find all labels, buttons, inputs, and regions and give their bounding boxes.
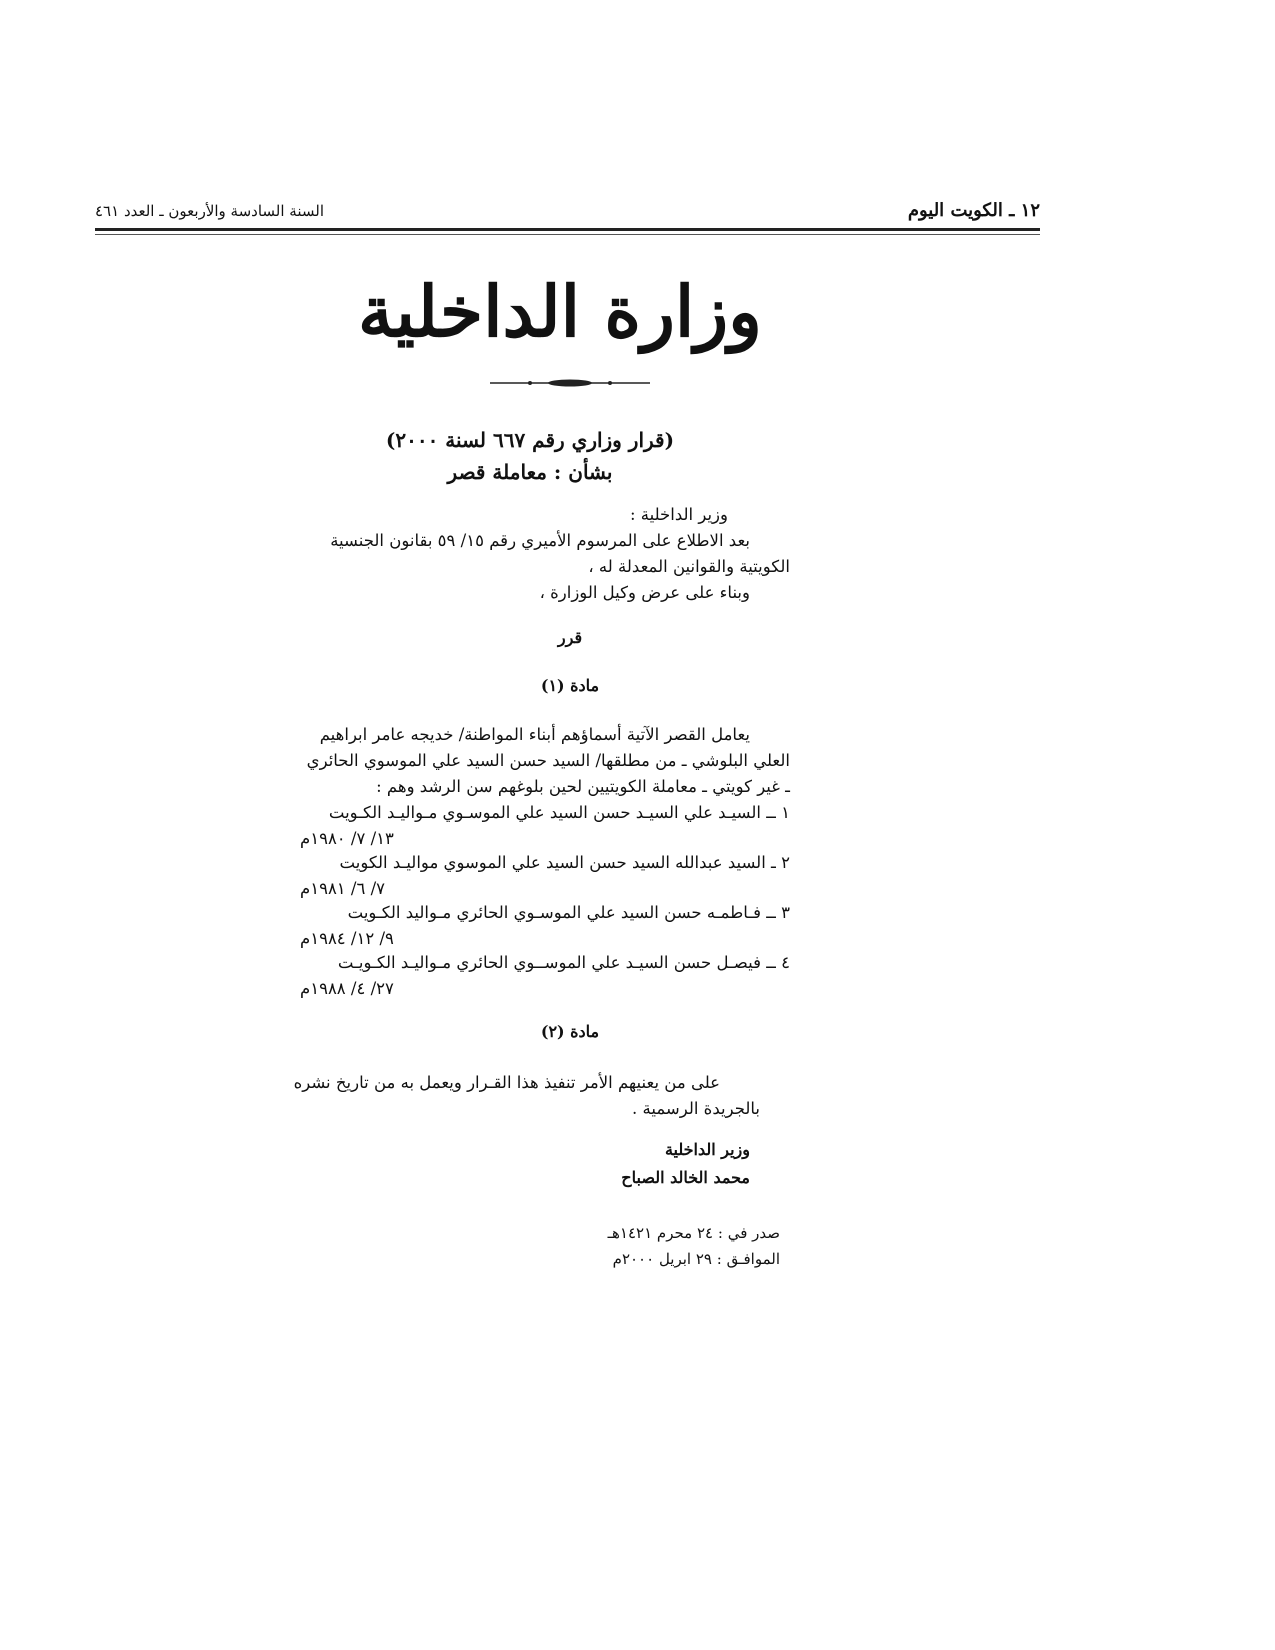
header-rule-thick <box>95 228 1040 231</box>
article-1-intro-1-text: يعامل القصر الآتية أسماؤهم أبناء المواطنة/ خديجه عامر ابراهيم <box>319 725 750 744</box>
list-item <box>300 850 790 902</box>
list-item <box>300 950 790 1002</box>
birth-date: ٢٧/ ٤/ ١٩٨٨م <box>300 979 394 998</box>
article-2-heading: مادة (٢) <box>540 1022 600 1041</box>
signature-name: محمد الخالد الصباح <box>621 1168 750 1187</box>
signature-title: وزير الداخلية <box>664 1140 750 1159</box>
addressee-text: وزير الداخلية : <box>629 505 728 524</box>
preamble-addressee <box>300 502 790 528</box>
article-1-heading: مادة (١) <box>540 676 600 695</box>
child-name-line: ١ ــ السيـد علي السيـد حسن السيد علي الموسـوي مـواليـد الكـويت <box>328 803 790 822</box>
preamble-line-1 <box>300 528 790 554</box>
article-2-line-1-text: على من يعنيهم الأمر تنفيذ هذا القـرار ويعمل به من تاريخ نشره <box>293 1073 720 1092</box>
child-name-line: ٢ ـ السيد عبدالله السيد حسن السيد علي الموسوي مواليـد الكويت <box>339 853 790 872</box>
header-page-title: ١٢ ـ الكويت اليوم <box>907 200 1040 221</box>
list-item <box>300 800 790 852</box>
article-2-line-1 <box>290 1070 760 1096</box>
preamble-line-2: الكويتية والقوانين المعدلة له ، <box>588 557 790 576</box>
preamble-line-3-text: وبناء على عرض وكيل الوزارة ، <box>539 583 750 602</box>
decree-title: (قرار وزاري رقم ٦٦٧ لسنة ٢٠٠٠) <box>385 428 675 452</box>
child-name-line: ٣ ــ فـاطمـه حسن السيد علي الموسـوي الحائري مـواليد الكـويت <box>347 903 790 922</box>
birth-date: ١٣/ ٧/ ١٩٨٠م <box>300 829 394 848</box>
ornament-divider <box>490 378 650 388</box>
header-rule-thin <box>95 234 1040 235</box>
preamble-line-3 <box>300 580 790 606</box>
header-year-issue: السنة السادسة والأربعون ـ العدد ٤٦١ <box>95 202 324 220</box>
birth-date: ٧/ ٦/ ١٩٨١م <box>300 879 386 898</box>
decided-label: قرر <box>557 628 583 647</box>
article-1-intro-1 <box>300 722 790 748</box>
child-name-line: ٤ ــ فيصـل حسن السيـد علي الموســوي الحائري مـواليـد الكـويـت <box>337 953 790 972</box>
decree-subject: بشأن : معاملة قصر <box>447 460 613 484</box>
ministry-title: وزارة الداخلية <box>358 270 762 353</box>
issued-gregorian: الموافـق : ٢٩ ابريل ٢٠٠٠م <box>612 1250 780 1268</box>
list-item <box>300 900 790 952</box>
issued-hijri: صدر في : ٢٤ محرم ١٤٢١هـ <box>607 1224 780 1242</box>
preamble-line-1-text: بعد الاطلاع على المرسوم الأميري رقم ١٥/ ٥٩ بقانون الجنسية <box>330 531 750 550</box>
article-1-intro-3: ـ غير كويتي ـ معاملة الكويتيين لحين بلوغهم سن الرشد وهم : <box>376 777 790 796</box>
birth-date: ٩/ ١٢/ ١٩٨٤م <box>300 929 394 948</box>
article-1-intro-2: العلي البلوشي ـ من مطلقها/ السيد حسن السيد علي الموسوي الحائري <box>306 751 790 770</box>
article-2-line-2: بالجريدة الرسمية . <box>632 1099 760 1118</box>
